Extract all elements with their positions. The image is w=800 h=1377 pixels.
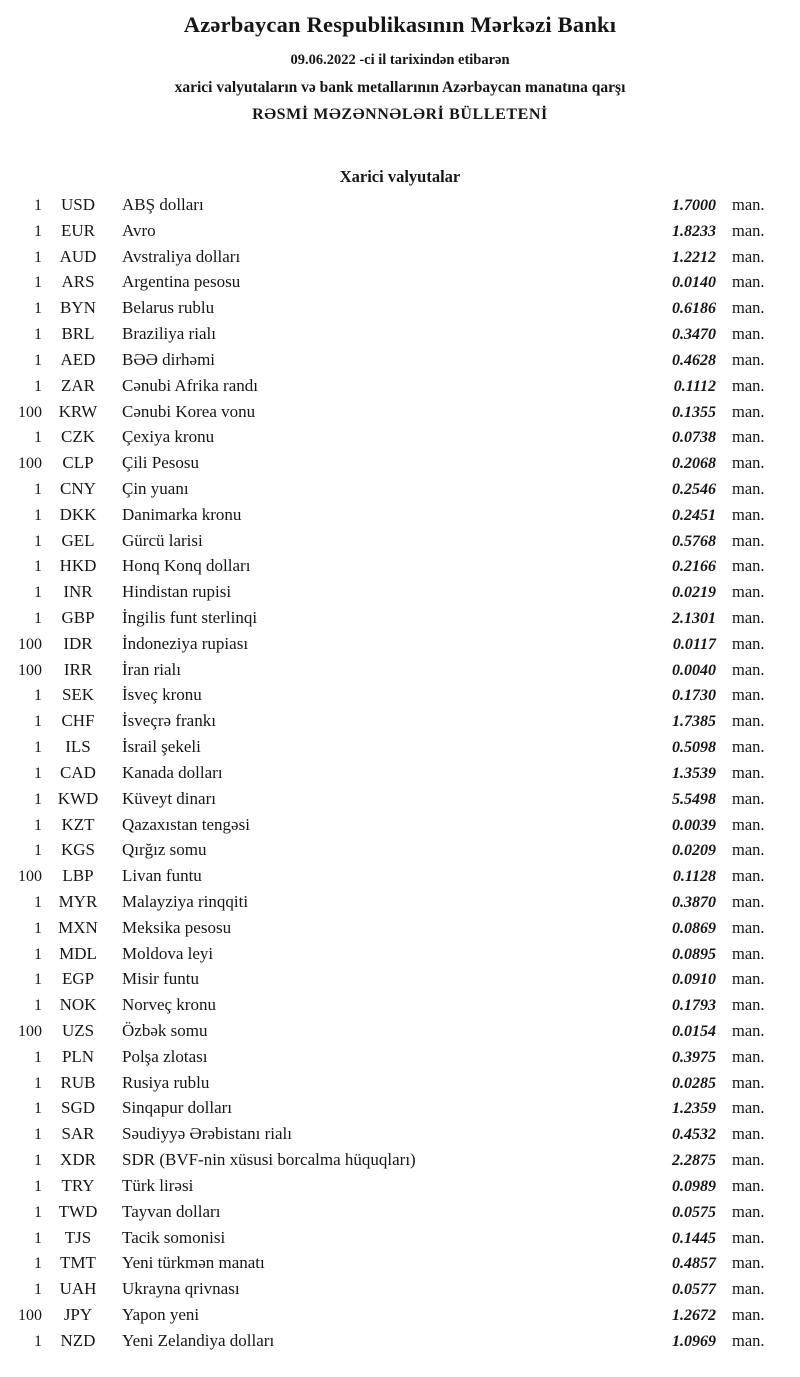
table-row bbox=[6, 763, 772, 789]
currency-name: Cənubi Korea vonu bbox=[122, 401, 256, 421]
table-row bbox=[6, 1073, 772, 1099]
rate-unit: man. bbox=[732, 891, 765, 911]
currency-code: BRL bbox=[61, 324, 95, 344]
quantity: 1 bbox=[34, 1048, 42, 1066]
rate-unit: man. bbox=[732, 272, 765, 292]
rate-unit: man. bbox=[732, 478, 765, 498]
quantity: 1 bbox=[34, 1332, 42, 1350]
quantity: 1 bbox=[34, 222, 42, 240]
rates-table bbox=[0, 195, 800, 1357]
currency-name: Honq Konq dolları bbox=[122, 556, 251, 576]
currency-name: İngilis funt sterlinqi bbox=[122, 608, 258, 627]
quantity: 100 bbox=[18, 455, 42, 473]
rate-unit: man. bbox=[732, 737, 765, 757]
currency-name: ABŞ dolları bbox=[122, 195, 204, 214]
rate-value: 2.1301 bbox=[672, 610, 716, 627]
rate-unit: man. bbox=[732, 375, 765, 395]
rate-value: 0.1445 bbox=[672, 1229, 716, 1247]
rate-unit: man. bbox=[732, 1150, 765, 1170]
table-row bbox=[6, 505, 772, 531]
quantity: 1 bbox=[34, 480, 42, 498]
rate-value: 0.0040 bbox=[672, 661, 716, 679]
table-row bbox=[6, 402, 772, 428]
rate-value: 0.1730 bbox=[672, 687, 716, 705]
table-row bbox=[6, 221, 772, 247]
rate-value: 0.0869 bbox=[672, 919, 716, 937]
rate-value: 1.8233 bbox=[672, 222, 716, 240]
rate-unit: man. bbox=[732, 349, 765, 369]
rate-value: 0.6186 bbox=[672, 300, 716, 318]
table-row bbox=[6, 453, 772, 479]
table-row bbox=[6, 944, 772, 970]
currency-code: JPY bbox=[63, 1304, 93, 1324]
currency-name: Hindistan rupisi bbox=[122, 582, 232, 602]
table-row bbox=[6, 298, 772, 324]
currency-name: Özbək somu bbox=[122, 1021, 208, 1040]
rate-unit: man. bbox=[732, 220, 765, 240]
currency-code: SEK bbox=[61, 685, 95, 705]
rate-value: 1.7000 bbox=[672, 197, 716, 214]
bulletin-title: RƏSMİ MƏZƏNNƏLƏRİ BÜLLETENİ bbox=[252, 106, 548, 123]
quantity: 1 bbox=[34, 506, 42, 524]
table-row bbox=[6, 685, 772, 711]
currency-code: MYR bbox=[58, 891, 98, 911]
rate-unit: man. bbox=[732, 969, 765, 989]
rate-value: 1.2359 bbox=[672, 1100, 716, 1118]
quantity: 1 bbox=[34, 351, 42, 369]
currency-name: Yapon yeni bbox=[122, 1304, 200, 1324]
rate-value: 1.7385 bbox=[672, 713, 716, 731]
currency-name: Malayziya rinqqiti bbox=[122, 891, 249, 911]
currency-name: Sinqapur dolları bbox=[122, 1098, 233, 1118]
currency-code: PLN bbox=[61, 1046, 95, 1066]
currency-name: Danimarka kronu bbox=[122, 504, 242, 524]
table-row bbox=[6, 1228, 772, 1254]
quantity: 100 bbox=[18, 635, 42, 653]
currency-name: Kanada dolları bbox=[122, 762, 223, 782]
currency-code: INR bbox=[63, 582, 93, 602]
currency-code: AUD bbox=[59, 246, 97, 266]
rate-unit: man. bbox=[732, 401, 765, 421]
rate-unit: man. bbox=[732, 195, 765, 214]
date-line: 09.06.2022 -ci il tarixindən etibarən bbox=[290, 52, 510, 68]
rate-unit: man. bbox=[732, 582, 765, 602]
rate-value: 0.2546 bbox=[672, 480, 716, 498]
currency-code: TMT bbox=[60, 1253, 96, 1273]
table-row bbox=[6, 660, 772, 686]
currency-code: CZK bbox=[61, 427, 95, 447]
currency-name: BƏƏ dirhəmi bbox=[122, 349, 216, 369]
quantity: 1 bbox=[34, 1255, 42, 1273]
quantity: 1 bbox=[34, 919, 42, 937]
rate-value: 0.2451 bbox=[672, 506, 716, 524]
rate-unit: man. bbox=[732, 1253, 765, 1273]
table-row bbox=[6, 1253, 772, 1279]
rate-unit: man. bbox=[732, 1098, 765, 1118]
quantity: 1 bbox=[34, 377, 42, 395]
rate-unit: man. bbox=[732, 917, 765, 937]
rate-unit: man. bbox=[732, 453, 765, 473]
table-row bbox=[6, 608, 772, 634]
rate-unit: man. bbox=[732, 298, 765, 318]
currency-name: Qırğız somu bbox=[122, 840, 207, 860]
quantity: 1 bbox=[34, 790, 42, 808]
rate-value: 0.0577 bbox=[672, 1281, 716, 1299]
currency-name: Meksika pesosu bbox=[122, 917, 232, 937]
table-row bbox=[6, 918, 772, 944]
rate-value: 0.3470 bbox=[672, 326, 716, 344]
currency-code: KRW bbox=[58, 401, 98, 421]
table-row bbox=[6, 427, 772, 453]
rate-value: 0.0989 bbox=[672, 1177, 716, 1195]
rate-value: 0.5768 bbox=[672, 532, 716, 550]
currency-name: Misir funtu bbox=[122, 969, 199, 989]
quantity: 1 bbox=[34, 1229, 42, 1247]
table-row bbox=[6, 195, 772, 221]
quantity: 1 bbox=[34, 893, 42, 911]
rate-value: 0.1355 bbox=[672, 403, 716, 421]
rate-unit: man. bbox=[732, 866, 765, 886]
rate-value: 0.3975 bbox=[672, 1048, 716, 1066]
rate-value: 0.0738 bbox=[672, 429, 716, 447]
table-row bbox=[6, 350, 772, 376]
currency-name: Tayvan dolları bbox=[122, 1201, 221, 1221]
quantity: 1 bbox=[34, 429, 42, 447]
currency-name: İsveçrə frankı bbox=[122, 711, 216, 731]
quantity: 1 bbox=[34, 532, 42, 550]
rate-value: 0.0140 bbox=[672, 274, 716, 292]
table-row bbox=[6, 892, 772, 918]
rate-value: 0.0039 bbox=[672, 816, 716, 834]
currency-code: HKD bbox=[59, 556, 97, 576]
rate-unit: man. bbox=[732, 659, 765, 679]
rate-value: 0.4857 bbox=[672, 1255, 716, 1273]
currency-code: XDR bbox=[60, 1150, 96, 1170]
rate-value: 0.0209 bbox=[672, 842, 716, 860]
currency-name: İsrail şekeli bbox=[122, 737, 201, 757]
rate-value: 0.1793 bbox=[672, 997, 716, 1015]
rate-unit: man. bbox=[732, 1046, 765, 1066]
table-row bbox=[6, 840, 772, 866]
quantity: 1 bbox=[34, 558, 42, 576]
rate-value: 0.3870 bbox=[672, 893, 716, 911]
currency-code: BYN bbox=[60, 298, 96, 318]
table-row bbox=[6, 1331, 772, 1357]
section-title: Xarici valyutalar bbox=[339, 167, 461, 186]
rate-value: 0.0575 bbox=[672, 1203, 716, 1221]
rate-unit: man. bbox=[732, 608, 765, 627]
currency-code: NOK bbox=[59, 995, 97, 1015]
rate-value: 0.4628 bbox=[672, 351, 716, 369]
quantity: 1 bbox=[34, 197, 42, 214]
quantity: 1 bbox=[34, 971, 42, 989]
table-row bbox=[6, 969, 772, 995]
quantity: 1 bbox=[34, 1281, 42, 1299]
rate-value: 0.0154 bbox=[672, 1023, 716, 1040]
rate-unit: man. bbox=[732, 1330, 765, 1350]
table-row bbox=[6, 815, 772, 841]
currency-name: Ukrayna qrivnası bbox=[122, 1279, 240, 1299]
rate-value: 1.2672 bbox=[672, 1306, 716, 1324]
quantity: 1 bbox=[34, 764, 42, 782]
table-row bbox=[6, 582, 772, 608]
rate-unit: man. bbox=[732, 995, 765, 1015]
currency-code: EUR bbox=[61, 220, 95, 240]
rate-value: 5.5498 bbox=[672, 790, 716, 808]
currency-code: LBP bbox=[62, 866, 94, 886]
quantity: 1 bbox=[34, 1074, 42, 1092]
currency-code: UZS bbox=[61, 1021, 95, 1040]
quantity: 1 bbox=[34, 1203, 42, 1221]
rate-unit: man. bbox=[732, 1021, 765, 1040]
currency-name: Braziliya rialı bbox=[122, 324, 216, 344]
currency-code: MDL bbox=[59, 943, 97, 963]
rate-value: 1.2212 bbox=[672, 248, 716, 266]
rate-unit: man. bbox=[732, 633, 765, 653]
rate-unit: man. bbox=[732, 1227, 765, 1247]
rate-value: 0.0219 bbox=[672, 584, 716, 602]
currency-code: RUB bbox=[60, 1072, 96, 1092]
scope-line: xarici valyutaların və bank metallarının Azərbaycan manatına qarşı bbox=[174, 79, 626, 96]
table-row bbox=[6, 737, 772, 763]
table-row bbox=[6, 1150, 772, 1176]
table-row bbox=[6, 247, 772, 273]
currency-code: TWD bbox=[58, 1201, 98, 1221]
currency-code: NZD bbox=[60, 1330, 96, 1350]
table-row bbox=[6, 272, 772, 298]
quantity: 1 bbox=[34, 326, 42, 344]
document-header bbox=[0, 0, 800, 128]
quantity: 100 bbox=[18, 403, 42, 421]
currency-name: Çili Pesosu bbox=[122, 453, 199, 473]
currency-name: Rusiya rublu bbox=[122, 1072, 210, 1092]
currency-name: Belarus rublu bbox=[122, 298, 215, 318]
currency-name: Səudiyyə Ərəbistanı rialı bbox=[122, 1124, 292, 1144]
currency-name: Polşa zlotası bbox=[122, 1046, 208, 1066]
currency-code: MXN bbox=[58, 917, 98, 937]
rate-value: 0.1128 bbox=[672, 868, 716, 886]
rate-unit: man. bbox=[732, 814, 765, 834]
rate-value: 1.0969 bbox=[672, 1332, 716, 1350]
rate-value: 0.4532 bbox=[672, 1126, 716, 1144]
rate-unit: man. bbox=[732, 246, 765, 266]
currency-name: Norveç kronu bbox=[122, 995, 216, 1015]
rate-unit: man. bbox=[732, 711, 765, 731]
rate-unit: man. bbox=[732, 788, 765, 808]
currency-name: Gürcü larisi bbox=[122, 530, 203, 550]
quantity: 1 bbox=[34, 610, 42, 627]
rate-unit: man. bbox=[732, 1175, 765, 1195]
rate-unit: man. bbox=[732, 324, 765, 344]
quantity: 100 bbox=[18, 1023, 42, 1040]
rate-unit: man. bbox=[732, 1201, 765, 1221]
table-row bbox=[6, 1279, 772, 1305]
table-row bbox=[6, 531, 772, 557]
quantity: 100 bbox=[18, 868, 42, 886]
currency-name: Avstraliya dolları bbox=[122, 246, 241, 266]
table-row bbox=[6, 789, 772, 815]
rate-unit: man. bbox=[732, 504, 765, 524]
table-row bbox=[6, 324, 772, 350]
currency-code: CNY bbox=[60, 478, 96, 498]
currency-code: SGD bbox=[60, 1098, 95, 1118]
quantity: 100 bbox=[18, 661, 42, 679]
quantity: 1 bbox=[34, 713, 42, 731]
currency-name: Yeni Zelandiya dolları bbox=[122, 1330, 275, 1350]
quantity: 100 bbox=[18, 1306, 42, 1324]
rate-value: 0.5098 bbox=[672, 739, 716, 757]
table-row bbox=[6, 711, 772, 737]
rate-value: 0.0285 bbox=[672, 1074, 716, 1092]
rate-value: 0.1112 bbox=[673, 377, 716, 395]
currency-name: Livan funtu bbox=[122, 866, 202, 886]
quantity: 1 bbox=[34, 739, 42, 757]
rate-value: 0.2166 bbox=[672, 558, 716, 576]
currency-code: CAD bbox=[60, 762, 96, 782]
currency-code: ZAR bbox=[61, 375, 95, 395]
currency-code: AED bbox=[60, 349, 96, 369]
quantity: 1 bbox=[34, 1177, 42, 1195]
table-row bbox=[6, 1176, 772, 1202]
rate-unit: man. bbox=[732, 840, 765, 860]
currency-name: Avro bbox=[122, 220, 156, 240]
rate-value: 0.0895 bbox=[672, 945, 716, 963]
currency-name: Argentina pesosu bbox=[122, 272, 241, 292]
currency-code: CHF bbox=[61, 711, 95, 731]
rate-unit: man. bbox=[732, 685, 765, 705]
table-row bbox=[6, 634, 772, 660]
rate-value: 1.3539 bbox=[672, 764, 716, 782]
currency-name: İndoneziya rupiası bbox=[122, 633, 249, 653]
rate-value: 0.2068 bbox=[672, 455, 716, 473]
currency-code: GEL bbox=[61, 530, 95, 550]
quantity: 1 bbox=[34, 997, 42, 1015]
rate-unit: man. bbox=[732, 1279, 765, 1299]
currency-name: Moldova leyi bbox=[122, 943, 214, 963]
quantity: 1 bbox=[34, 816, 42, 834]
quantity: 1 bbox=[34, 248, 42, 266]
currency-code: IRR bbox=[63, 659, 93, 679]
currency-code: EGP bbox=[61, 969, 95, 989]
currency-name: Tacik somonisi bbox=[122, 1227, 226, 1247]
currency-name: Türk lirəsi bbox=[122, 1175, 194, 1195]
table-row bbox=[6, 556, 772, 582]
rate-value: 2.2875 bbox=[672, 1152, 716, 1170]
table-row bbox=[6, 866, 772, 892]
currency-code: USD bbox=[60, 195, 95, 214]
currency-code: TRY bbox=[61, 1175, 95, 1195]
rate-value: 0.0117 bbox=[672, 635, 716, 653]
rate-unit: man. bbox=[732, 1124, 765, 1144]
currency-code: SAR bbox=[61, 1124, 95, 1144]
quantity: 1 bbox=[34, 274, 42, 292]
currency-name: İran rialı bbox=[122, 659, 181, 679]
quantity: 1 bbox=[34, 584, 42, 602]
currency-code: CLP bbox=[62, 453, 94, 473]
currency-name: Küveyt dinarı bbox=[122, 788, 216, 808]
quantity: 1 bbox=[34, 945, 42, 963]
currency-name: İsveç kronu bbox=[122, 685, 202, 705]
table-row bbox=[6, 1305, 772, 1331]
currency-name: Yeni türkmən manatı bbox=[122, 1253, 265, 1273]
table-row bbox=[6, 1047, 772, 1073]
currency-name: Çin yuanı bbox=[122, 478, 189, 498]
quantity: 1 bbox=[34, 842, 42, 860]
currency-code: ILS bbox=[65, 737, 91, 757]
rate-unit: man. bbox=[732, 762, 765, 782]
currency-name: Qazaxıstan tengəsi bbox=[122, 814, 250, 834]
quantity: 1 bbox=[34, 1100, 42, 1118]
currency-name: Cənubi Afrika randı bbox=[122, 375, 258, 395]
table-row bbox=[6, 1021, 772, 1047]
table-row bbox=[6, 479, 772, 505]
quantity: 1 bbox=[34, 1152, 42, 1170]
table-row bbox=[6, 376, 772, 402]
table-row bbox=[6, 1098, 772, 1124]
rate-unit: man. bbox=[732, 1304, 765, 1324]
currency-code: IDR bbox=[63, 633, 93, 653]
currency-code: KGS bbox=[60, 840, 95, 860]
currency-code: TJS bbox=[64, 1227, 92, 1247]
currency-name: Çexiya kronu bbox=[122, 427, 215, 447]
rate-unit: man. bbox=[732, 556, 765, 576]
bank-title: Azərbaycan Respublikasının Mərkəzi Bankı bbox=[183, 12, 617, 37]
rate-value: 0.0910 bbox=[672, 971, 716, 989]
quantity: 1 bbox=[34, 300, 42, 318]
table-row bbox=[6, 1202, 772, 1228]
rate-unit: man. bbox=[732, 530, 765, 550]
currency-code: ARS bbox=[61, 272, 95, 292]
rate-unit: man. bbox=[732, 427, 765, 447]
currency-name: SDR (BVF-nin xüsusi borcalma hüquqları) bbox=[122, 1150, 416, 1170]
quantity: 1 bbox=[34, 1126, 42, 1144]
rate-unit: man. bbox=[732, 943, 765, 963]
currency-code: KWD bbox=[57, 788, 99, 808]
currency-code: DKK bbox=[59, 504, 97, 524]
quantity: 1 bbox=[34, 687, 42, 705]
table-row bbox=[6, 1124, 772, 1150]
table-row bbox=[6, 995, 772, 1021]
currency-code: KZT bbox=[61, 814, 95, 834]
currency-code: GBP bbox=[61, 608, 95, 627]
currency-code: UAH bbox=[59, 1279, 97, 1299]
rate-unit: man. bbox=[732, 1072, 765, 1092]
